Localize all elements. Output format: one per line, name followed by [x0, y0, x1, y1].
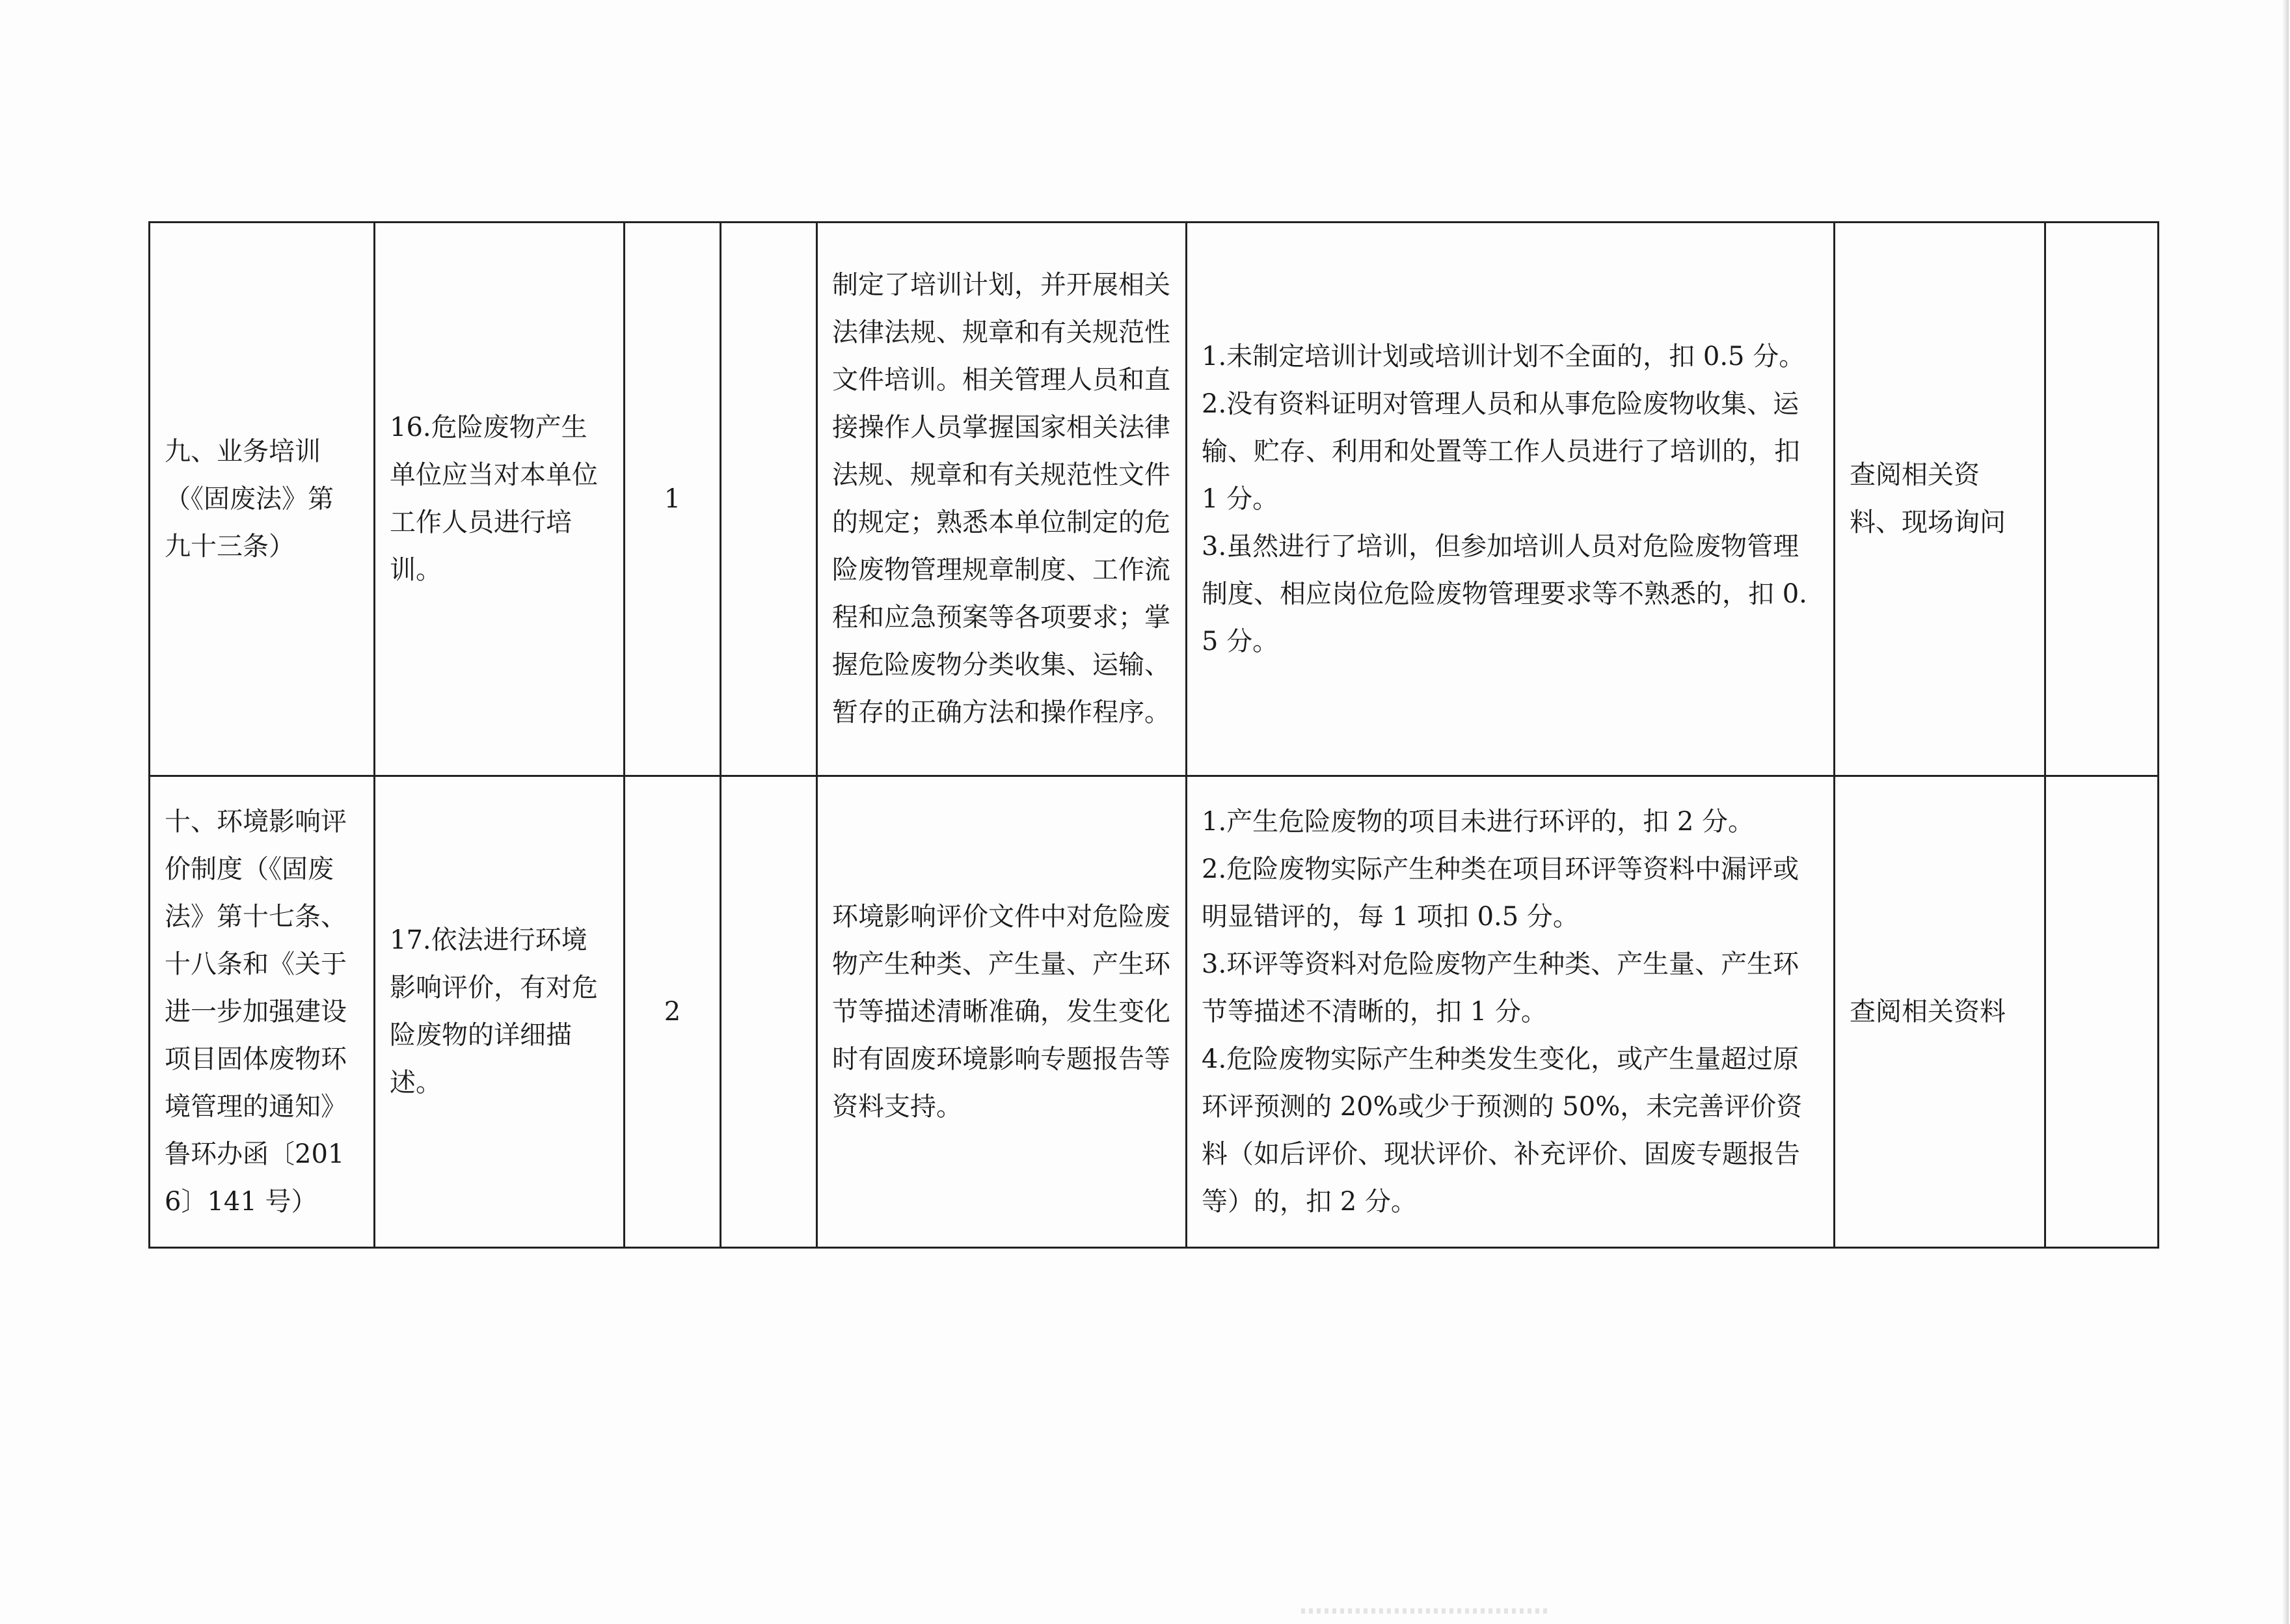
- blank-cell: [2045, 223, 2159, 776]
- deduction-item: 2.危险废物实际产生种类在项目环评等资料中漏评或明显错评的，每 1 项扣 0.5 分。: [1202, 854, 1799, 932]
- deduction-cell: [1187, 776, 1835, 1248]
- blank-cell: [2045, 776, 2159, 1248]
- deduction-item: 1.产生危险废物的项目未进行环评的，扣 2 分。: [1202, 806, 1755, 837]
- deduction-item: 4.危险废物实际产生种类发生变化，或产生量超过原环评预测的 20%或少于预测的 50%，未完善评价资料（如后评价、现状评价、补充评价、固废专题报告等）的，扣 2 分。: [1202, 1044, 1803, 1217]
- method-cell: 查阅相关资料: [1835, 776, 2045, 1248]
- category-cell: 九、业务培训（《固废法》第九十三条）: [150, 223, 375, 776]
- standard-cell: 环境影响评价文件中对危险废物产生种类、产生量、产生环节等描述清晰准确，发生变化时有固废环境影响专题报告等资料支持。: [817, 776, 1187, 1248]
- deduction-item: 3.虽然进行了培训，但参加培训人员对危险废物管理制度、相应岗位危险废物管理要求等不熟悉的，扣 0.5 分。: [1202, 531, 1807, 656]
- method-cell: 查阅相关资料、现场询问: [1835, 223, 2045, 776]
- category-cell: 十、环境影响评价制度（《固废法》第十七条、十八条和《关于进一步加强建设项目固体废物环境管理的通知》鲁环办函〔2016〕141 号）: [150, 776, 375, 1248]
- table-row: [150, 776, 2159, 1248]
- blank-cell: [721, 223, 817, 776]
- table-row: [150, 223, 2159, 776]
- inspection-table: [148, 221, 2159, 1249]
- deduction-item: 2.没有资料证明对管理人员和从事危险废物收集、运输、贮存、利用和处置等工作人员进行了培训的，扣 1 分。: [1202, 388, 1800, 514]
- scan-noise: [1301, 1608, 1548, 1614]
- standard-cell: 制定了培训计划，并开展相关法律法规、规章和有关规范性文件培训。相关管理人员和直接操作人员掌握国家相关法律法规、规章和有关规范性文件的规定；熟悉本单位制定的危险废物管理规章制度、工作流程和应急预案等各项要求；掌握危险废物分类收集、运输、暂存的正确方法和操作程序。: [817, 223, 1187, 776]
- requirement-cell: 17.依法进行环境影响评价，有对危险废物的详细描述。: [375, 776, 625, 1248]
- scan-edge-shadow: [2282, 0, 2289, 1624]
- score-cell: 2: [625, 776, 721, 1248]
- blank-cell: [721, 776, 817, 1248]
- deduction-cell: [1187, 223, 1835, 776]
- deduction-item: 3.环评等资料对危险废物产生种类、产生量、产生环节等描述不清晰的，扣 1 分。: [1202, 949, 1799, 1027]
- score-cell: 1: [625, 223, 721, 776]
- requirement-cell: 16.危险废物产生单位应当对本单位工作人员进行培训。: [375, 223, 625, 776]
- deduction-item: 1.未制定培训计划或培训计划不全面的，扣 0.5 分。: [1202, 341, 1805, 372]
